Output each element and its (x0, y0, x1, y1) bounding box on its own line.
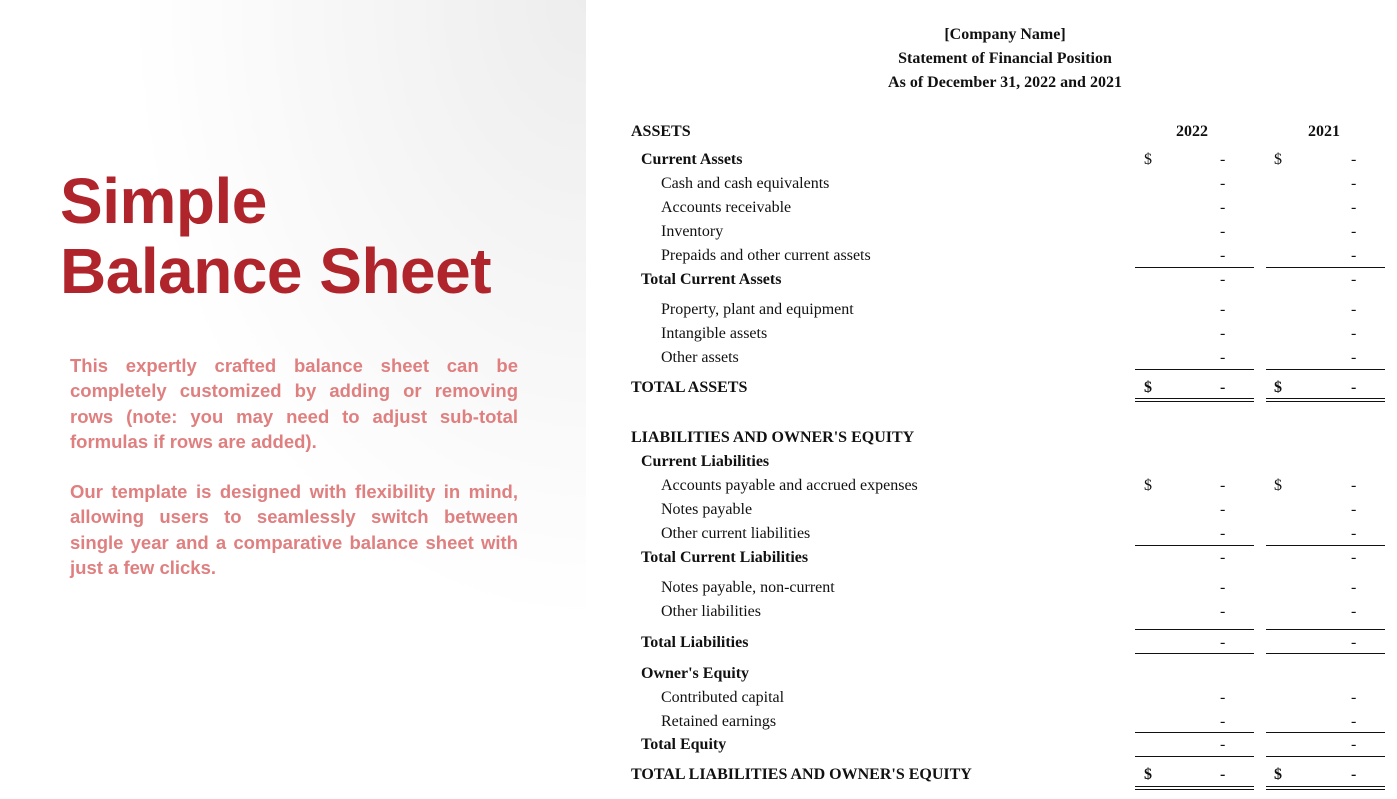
line-item-row (586, 474, 1397, 498)
grand-total-label: TOTAL LIABILITIES AND OWNER'S EQUITY (631, 766, 972, 783)
company-name: [Company Name] (944, 26, 1066, 43)
subtotal-rule (1135, 653, 1254, 654)
subtotal-rule (1266, 653, 1385, 654)
value-2021: - (1351, 175, 1357, 192)
subtotal-rule (1266, 756, 1385, 757)
balance-sheet (586, 0, 1397, 799)
total-double-rule (1266, 786, 1385, 790)
total-current-liabilities-label: Total Current Liabilities (641, 549, 809, 566)
statement-date: As of December 31, 2022 and 2021 (888, 74, 1122, 91)
line-item-label: Other current liabilities (661, 525, 811, 542)
line-item-label: Retained earnings (661, 713, 777, 730)
value-2021: - (1351, 525, 1357, 542)
value-2022: - (1220, 603, 1226, 620)
line-item-row (586, 172, 1397, 196)
line-item-row (586, 298, 1397, 322)
value-2021: - (1351, 766, 1357, 783)
total-double-rule (1135, 398, 1254, 402)
total-current-assets-label: Total Current Assets (641, 271, 782, 288)
value-2021: - (1351, 379, 1357, 396)
total-double-rule (1266, 398, 1385, 402)
value-2021: - (1351, 603, 1357, 620)
currency-symbol: $ (1144, 766, 1152, 783)
total-current-liabilities-row (586, 546, 1397, 570)
owners-equity-row (586, 662, 1397, 686)
statement-title: Statement of Financial Position (898, 50, 1112, 67)
value-2022: - (1220, 713, 1226, 730)
current-assets-row (586, 148, 1397, 172)
value-2021: - (1351, 151, 1357, 168)
line-item-label: Contributed capital (661, 689, 785, 706)
assets-header-row (586, 120, 1397, 144)
line-item-label: Notes payable, non-current (661, 579, 835, 596)
value-2022: - (1220, 175, 1226, 192)
line-item-row (586, 322, 1397, 346)
value-2021: - (1351, 301, 1357, 318)
currency-symbol: $ (1274, 151, 1282, 168)
value-2021: - (1351, 713, 1357, 730)
year-2-header: 2021 (1308, 123, 1340, 140)
title-line-1: Simple (60, 165, 267, 237)
value-2022: - (1220, 501, 1226, 518)
line-item-row (586, 600, 1397, 624)
value-2022: - (1220, 549, 1226, 566)
value-2021: - (1351, 325, 1357, 342)
current-liabilities-heading: Current Liabilities (641, 453, 770, 470)
value-2022: - (1220, 349, 1226, 366)
value-2022: - (1220, 379, 1226, 396)
value-2022: - (1220, 477, 1226, 494)
grand-total-row (586, 763, 1397, 787)
value-2022: - (1220, 736, 1226, 753)
total-equity-row (586, 733, 1397, 757)
line-item-label: Accounts receivable (661, 199, 792, 216)
value-2021: - (1351, 199, 1357, 216)
line-item-label: Property, plant and equipment (661, 301, 854, 318)
line-item-row (586, 244, 1397, 268)
value-2022: - (1220, 766, 1226, 783)
current-assets-heading: Current Assets (641, 151, 743, 168)
value-2021: - (1351, 549, 1357, 566)
subtotal-rule (1135, 629, 1254, 630)
total-liabilities-label: Total Liabilities (641, 634, 749, 651)
value-2022: - (1220, 223, 1226, 240)
value-2022: - (1220, 271, 1226, 288)
value-2021: - (1351, 247, 1357, 264)
line-item-row (586, 686, 1397, 710)
value-2021: - (1351, 501, 1357, 518)
total-assets-row (586, 376, 1397, 400)
line-item-label: Other assets (661, 349, 739, 366)
line-item-label: Intangible assets (661, 325, 768, 342)
line-item-label: Other liabilities (661, 603, 761, 620)
line-item-label: Prepaids and other current assets (661, 247, 871, 264)
liabilities-heading: LIABILITIES AND OWNER'S EQUITY (631, 429, 915, 446)
title-line-2: Balance Sheet (60, 235, 492, 307)
line-item-row (586, 710, 1397, 734)
subtotal-rule (1266, 369, 1385, 370)
currency-symbol: $ (1274, 766, 1282, 783)
value-2021: - (1351, 634, 1357, 651)
value-2021: - (1351, 689, 1357, 706)
liabilities-header-row (586, 426, 1397, 450)
line-item-row (586, 220, 1397, 244)
line-item-row (586, 522, 1397, 546)
total-double-rule (1135, 786, 1254, 790)
line-item-label: Notes payable (661, 501, 753, 518)
currency-symbol: $ (1144, 151, 1152, 168)
value-2021: - (1351, 579, 1357, 596)
subtotal-rule (1135, 369, 1254, 370)
value-2021: - (1351, 223, 1357, 240)
line-item-label: Accounts payable and accrued expenses (661, 477, 918, 494)
value-2022: - (1220, 325, 1226, 342)
total-equity-label: Total Equity (641, 736, 727, 753)
line-item-row (586, 498, 1397, 522)
line-item-row (586, 576, 1397, 600)
subtotal-rule (1135, 756, 1254, 757)
current-liabilities-row (586, 450, 1397, 474)
value-2022: - (1220, 301, 1226, 318)
assets-heading: ASSETS (631, 123, 691, 140)
total-assets-label: TOTAL ASSETS (631, 379, 748, 396)
value-2022: - (1220, 247, 1226, 264)
line-item-row (586, 196, 1397, 220)
currency-symbol: $ (1144, 477, 1152, 494)
value-2022: - (1220, 151, 1226, 168)
value-2022: - (1220, 525, 1226, 542)
promo-panel (0, 0, 586, 799)
value-2021: - (1351, 349, 1357, 366)
description-paragraph-2: Our template is designed with flexibility in mind, allowing users to seamlessly switch between single year and a comparative balance sheet with just a few clicks. (70, 481, 518, 578)
total-current-assets-row (586, 268, 1397, 292)
currency-symbol: $ (1274, 477, 1282, 494)
value-2022: - (1220, 634, 1226, 651)
currency-symbol: $ (1144, 379, 1152, 396)
value-2022: - (1220, 579, 1226, 596)
owners-equity-heading: Owner's Equity (641, 665, 750, 682)
value-2022: - (1220, 199, 1226, 216)
page-title (60, 166, 491, 306)
line-item-label: Inventory (661, 223, 724, 240)
year-1-header: 2022 (1176, 123, 1208, 140)
value-2021: - (1351, 736, 1357, 753)
line-item-label: Cash and cash equivalents (661, 175, 830, 192)
line-item-row (586, 346, 1397, 370)
value-2021: - (1351, 477, 1357, 494)
total-liabilities-row (586, 631, 1397, 655)
value-2021: - (1351, 271, 1357, 288)
currency-symbol: $ (1274, 379, 1282, 396)
description-paragraph-1: This expertly crafted balance sheet can be completely customized by adding or removing rows (note: you may need to adjust sub-total formulas if rows are added). (70, 355, 518, 452)
value-2022: - (1220, 689, 1226, 706)
subtotal-rule (1266, 629, 1385, 630)
